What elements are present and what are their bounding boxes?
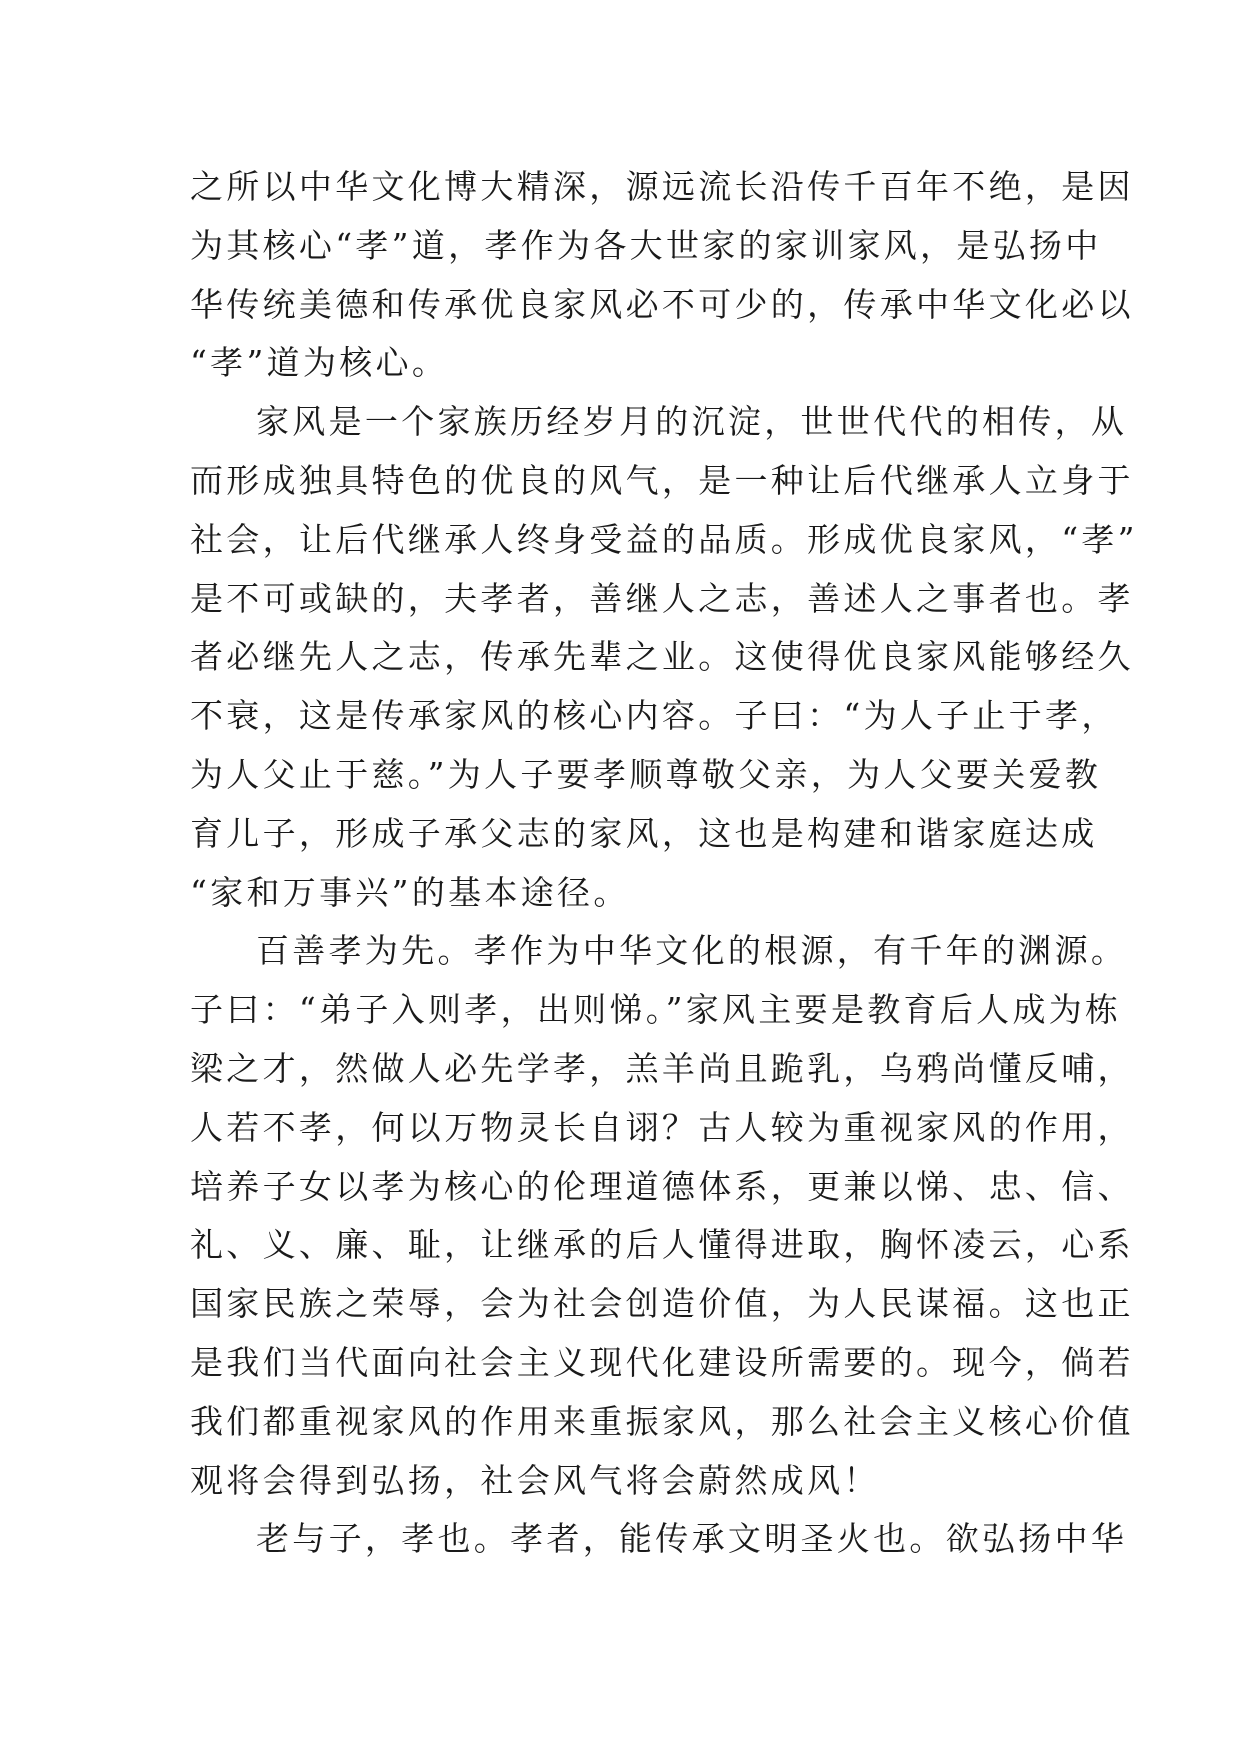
text-line: 社会，让后代继承人终身受益的品质。形成优良家风，“孝” xyxy=(190,519,1138,559)
paragraph-3 xyxy=(190,922,1134,1510)
text-line: 老与子，孝也。孝者，能传承文明圣火也。欲弘扬中华 xyxy=(256,1519,1128,1559)
text-line: 是不可或缺的，夫孝者，善继人之志，善述人之事者也。孝 xyxy=(190,578,1134,618)
text-line: 为人父止于慈。”为人子要孝顺尊敬父亲，为人父要关爱教 xyxy=(190,754,1102,794)
text-line: 培养子女以孝为核心的伦理道德体系，更兼以悌、忠、信、 xyxy=(190,1166,1134,1206)
text-line: 人若不孝，何以万物灵长自诩？古人较为重视家风的作用， xyxy=(190,1107,1134,1147)
text-line: “家和万事兴”的基本途径。 xyxy=(190,872,630,912)
paragraph-1 xyxy=(190,158,1134,393)
text-line: 之所以中华文化博大精深，源远流长沿传千百年不绝，是因 xyxy=(190,167,1134,206)
text-line: 育儿子，形成子承父志的家风，这也是构建和谐家庭达成 xyxy=(190,813,1098,853)
text-line: 者必继先人之志，传承先辈之业。这使得优良家风能够经久 xyxy=(190,637,1134,677)
text-line: 不衰，这是传承家风的核心内容。子曰：“为人子止于孝， xyxy=(190,696,1118,736)
text-line: 国家民族之荣辱，会为社会创造价值，为人民谋福。这也正 xyxy=(190,1284,1134,1324)
text-line: 子曰：“弟子入则孝，出则悌。”家风主要是教育后人成为栋 xyxy=(190,990,1122,1030)
text-line: 而形成独具特色的优良的风气，是一种让后代继承人立身于 xyxy=(190,460,1134,500)
text-line: 百善孝为先。孝作为中华文化的根源，有千年的渊源。 xyxy=(256,931,1128,971)
text-line: 家风是一个家族历经岁月的沉淀，世世代代的相传，从 xyxy=(256,402,1128,442)
text-line: 为其核心“孝”道，孝作为各大世家的家训家风，是弘扬中 xyxy=(190,225,1102,265)
text-line: 是我们当代面向社会主义现代化建设所需要的。现今，倘若 xyxy=(190,1342,1134,1382)
text-line: 华传统美德和传承优良家风必不可少的，传承中华文化必以 xyxy=(190,284,1134,324)
paragraph-4 xyxy=(190,1510,1128,1569)
document-body xyxy=(190,158,1138,1569)
text-line: “孝”道为核心。 xyxy=(190,343,449,383)
text-line: 观将会得到弘扬，社会风气将会蔚然成风！ xyxy=(190,1460,880,1500)
text-line: 礼、义、廉、耻，让继承的后人懂得进取，胸怀凌云，心系 xyxy=(190,1225,1134,1265)
text-line: 我们都重视家风的作用来重振家风，那么社会主义核心价值 xyxy=(190,1401,1134,1441)
paragraph-2 xyxy=(190,393,1138,922)
text-line: 梁之才，然做人必先学孝，羔羊尚且跪乳，乌鸦尚懂反哺， xyxy=(190,1048,1134,1088)
